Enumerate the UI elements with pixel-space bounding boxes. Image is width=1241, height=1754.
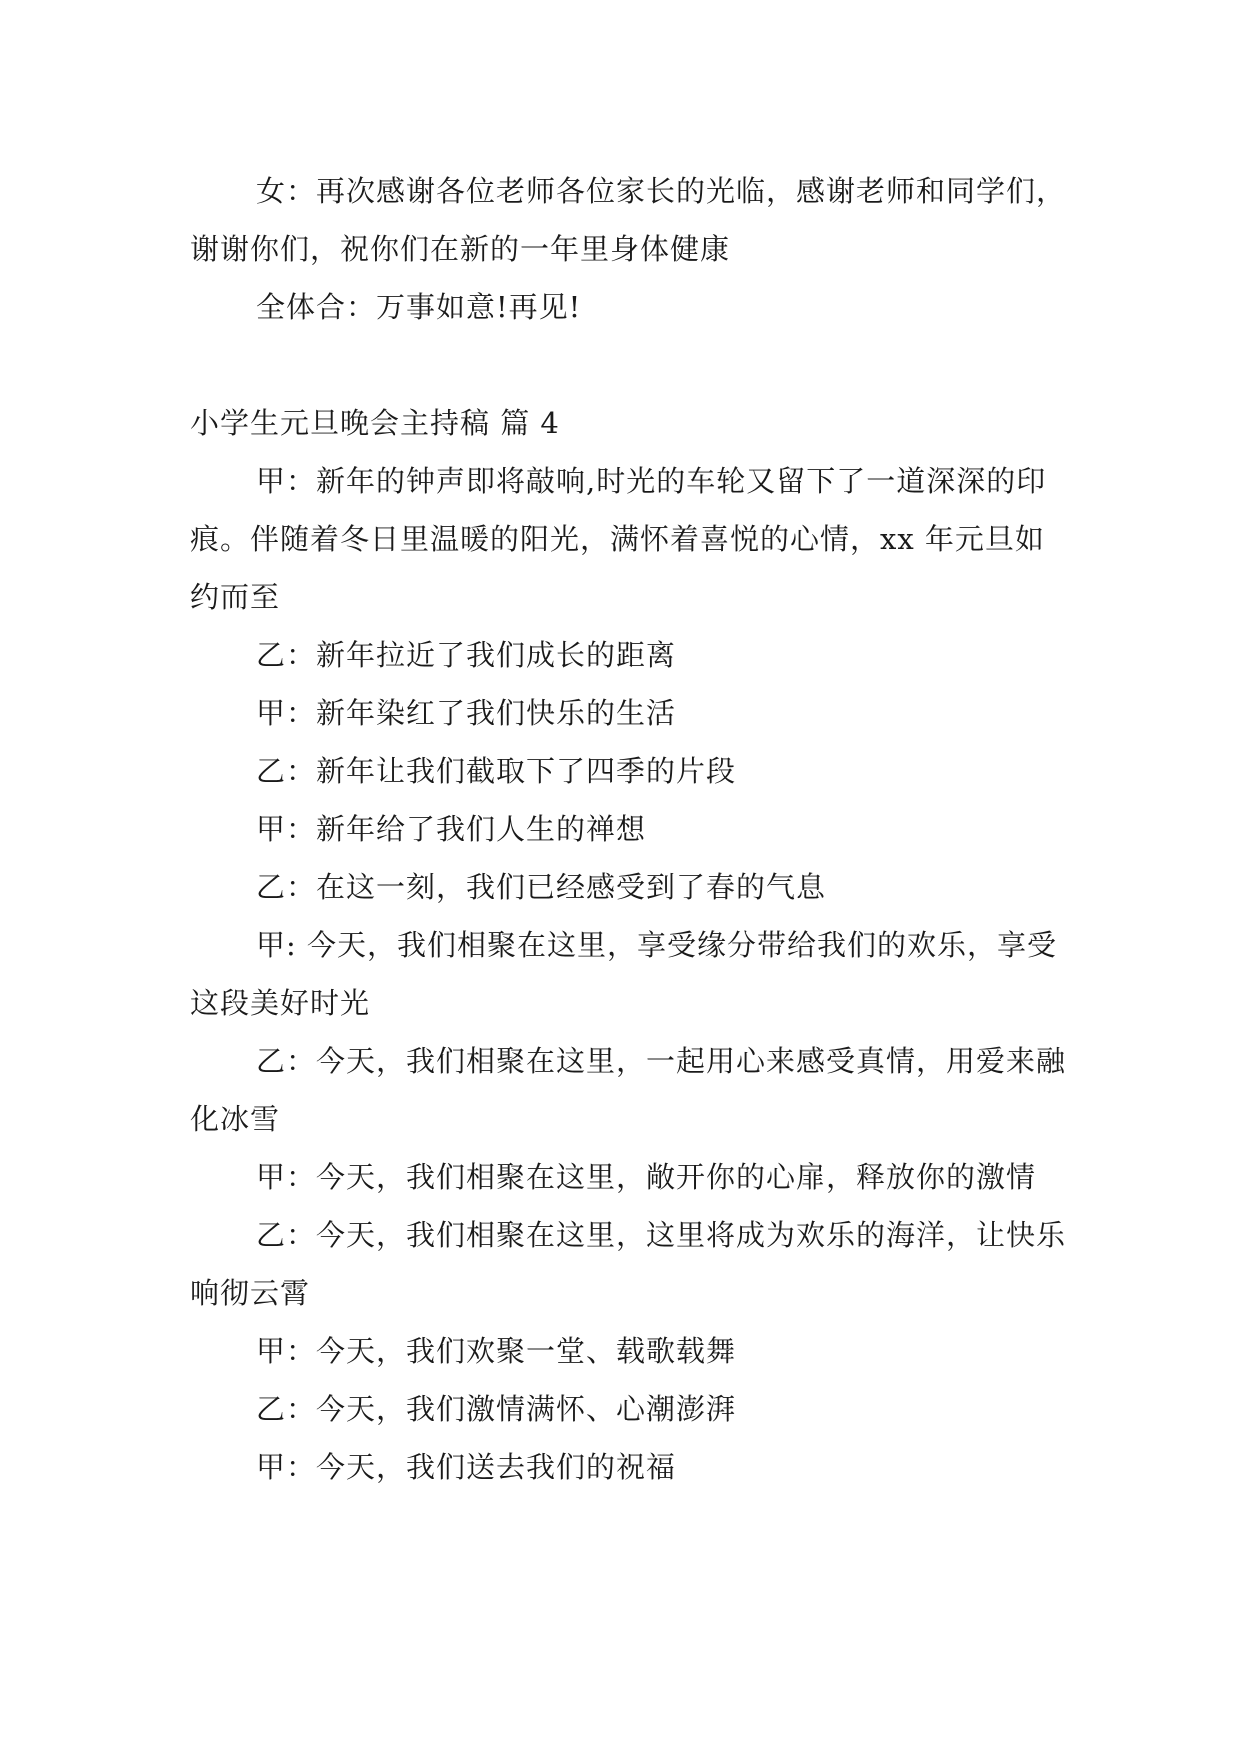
- paragraph: 甲：今天，我们欢聚一堂、载歌载舞: [256, 1334, 737, 1368]
- paragraph: 甲: 今天，我们相聚在这里，享受缘分带给我们的欢乐，享受这段美好时光: [190, 928, 1057, 1020]
- paragraph: 甲：新年染红了我们快乐的生活: [256, 696, 677, 730]
- section-gap: [190, 336, 1070, 394]
- paragraph: 乙：新年拉近了我们成长的距离: [256, 638, 677, 672]
- section-title: 小学生元旦晚会主持稿 篇 4: [190, 406, 560, 440]
- paragraph: 乙：在这一刻，我们已经感受到了春的气息: [256, 870, 827, 904]
- paragraph: 乙：今天，我们激情满怀、心潮澎湃: [256, 1392, 737, 1426]
- paragraph-closing-thanks: 女：再次感谢各位老师各位家长的光临，感谢老师和同学们，谢谢你们，祝你们在新的一年里身体健康: [190, 174, 1067, 266]
- paragraph: 甲：今天，我们相聚在这里，敞开你的心扉，释放你的激情: [256, 1160, 1037, 1194]
- paragraph: 甲：新年给了我们人生的禅想: [256, 812, 647, 846]
- paragraph-all-together: 全体合：万事如意!再见!: [256, 290, 582, 324]
- paragraph: 甲：新年的钟声即将敲响,时光的车轮又留下了一道深深的印痕。伴随着冬日里温暖的阳光，满怀着喜悦的心情，xx 年元旦如约而至: [190, 464, 1047, 614]
- paragraph: 乙：今天，我们相聚在这里，一起用心来感受真情，用爱来融化冰雪: [190, 1044, 1067, 1136]
- document-page: [190, 162, 1070, 1496]
- paragraph: 乙：新年让我们截取下了四季的片段: [256, 754, 737, 788]
- paragraph: 甲：今天，我们送去我们的祝福: [256, 1450, 677, 1484]
- paragraph: 乙：今天，我们相聚在这里，这里将成为欢乐的海洋，让快乐响彻云霄: [190, 1218, 1067, 1310]
